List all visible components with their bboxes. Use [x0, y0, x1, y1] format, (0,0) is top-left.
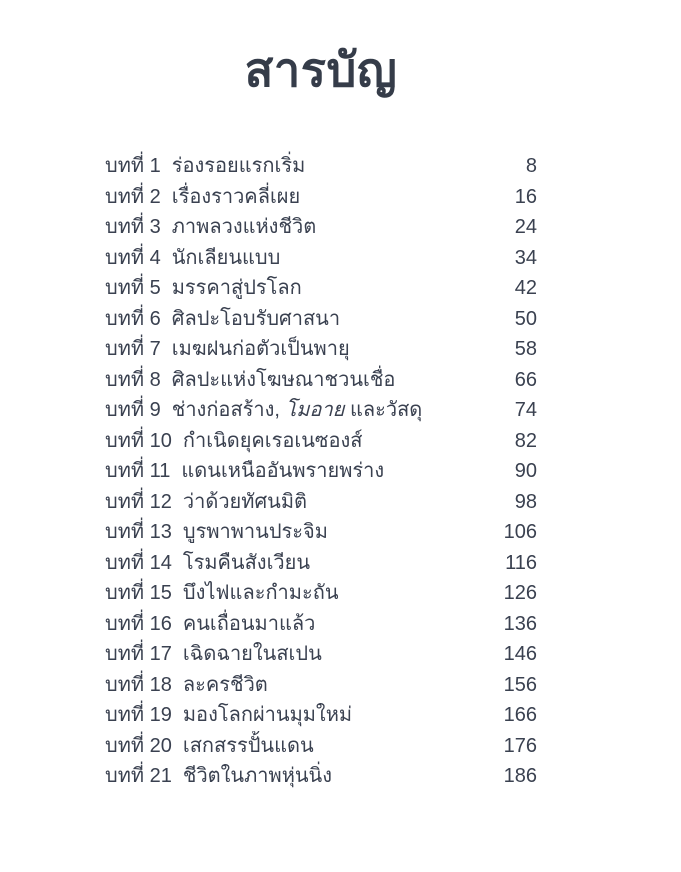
chapter-label: บทที่ 15	[105, 582, 172, 604]
page-number: 74	[514, 399, 537, 421]
chapter-label: บทที่ 14	[105, 551, 172, 574]
italic-chapter-term: โมอาย	[285, 399, 345, 421]
page-number: 156	[503, 673, 537, 696]
page-number: 176	[503, 734, 537, 757]
chapter-title: โรมคืนสังเวียน	[182, 551, 311, 574]
chapter-title: บูรพาพานประจิม	[182, 521, 328, 543]
page-number: 24	[514, 216, 537, 238]
chapter-title: คนเถื่อนมาแล้ว	[182, 612, 316, 635]
page-number: 166	[503, 704, 537, 726]
chapter-title: กำเนิดยุคเรอเนซองส์	[182, 429, 363, 452]
chapter-label: บทที่ 1	[105, 155, 161, 177]
page-number: 136	[503, 612, 537, 635]
chapter-label: บทที่ 8	[105, 368, 161, 391]
page-number: 58	[514, 338, 537, 360]
chapter-title: ช่างก่อสร้าง, โมอาย และวัสดุ	[171, 399, 423, 421]
chapter-label: บทที่ 4	[105, 246, 161, 269]
chapter-label: บทที่ 9	[105, 399, 161, 421]
toc-list	[105, 151, 537, 792]
toc-entry	[105, 761, 537, 792]
page-number: 98	[514, 490, 537, 513]
toc-entry	[105, 395, 537, 426]
chapter-label: บทที่ 5	[105, 277, 161, 299]
chapter-label: บทที่ 19	[105, 704, 172, 726]
toc-entry	[105, 334, 537, 365]
chapter-title: เสกสรรปั้นแดน	[182, 734, 314, 757]
chapter-title: มรรคาสู่ปรโลก	[171, 277, 302, 299]
chapter-title: ศิลปะโอบรับศาสนา	[171, 307, 341, 330]
page-number: 126	[503, 582, 537, 604]
page-number: 116	[505, 551, 537, 574]
page-number: 146	[503, 643, 537, 665]
toc-entry	[105, 487, 537, 518]
chapter-title: ศิลปะแห่งโฆษณาชวนเชื่อ	[171, 368, 396, 391]
toc-entry	[105, 456, 537, 487]
toc-entry	[105, 273, 537, 304]
chapter-title: บึงไฟและกำมะถัน	[182, 582, 339, 604]
chapter-title: นักเลียนแบบ	[171, 246, 281, 269]
chapter-label: บทที่ 13	[105, 521, 172, 543]
chapter-label: บทที่ 17	[105, 643, 172, 665]
chapter-label: บทที่ 21	[105, 765, 172, 787]
chapter-label: บทที่ 18	[105, 673, 172, 696]
page-number: 50	[514, 307, 537, 330]
chapter-title: มองโลกผ่านมุมใหม่	[182, 704, 353, 726]
page-number: 42	[514, 277, 537, 299]
toc-entry	[105, 700, 537, 731]
chapter-label: บทที่ 3	[105, 216, 161, 238]
toc-entry	[105, 212, 537, 243]
chapter-label: บทที่ 6	[105, 307, 161, 330]
toc-entry	[105, 517, 537, 548]
chapter-title: ภาพลวงแห่งชีวิต	[171, 216, 317, 238]
chapter-label: บทที่ 16	[105, 612, 172, 635]
toc-entry	[105, 426, 537, 457]
chapter-title: เรื่องราวคลี่เผย	[171, 185, 301, 208]
chapter-label: บทที่ 11	[105, 460, 171, 482]
chapter-title: ชีวิตในภาพหุ่นนิ่ง	[182, 765, 332, 787]
chapter-title: ร่องรอยแรกเริ่ม	[171, 155, 306, 177]
chapter-title: แดนเหนืออันพรายพร่าง	[181, 460, 385, 482]
toc-entry	[105, 609, 537, 640]
page-number: 106	[503, 521, 537, 543]
page-number: 8	[525, 155, 537, 177]
chapter-label: บทที่ 12	[105, 490, 172, 513]
page-title: สารบัญ	[244, 43, 398, 96]
page-number: 186	[503, 765, 537, 787]
page-number: 90	[514, 460, 537, 482]
toc-entry	[105, 639, 537, 670]
page-number: 82	[514, 429, 537, 452]
toc-entry	[105, 151, 537, 182]
chapter-label: บทที่ 7	[105, 338, 161, 360]
chapter-label: บทที่ 20	[105, 734, 172, 757]
chapter-label: บทที่ 2	[105, 185, 161, 208]
toc-entry	[105, 670, 537, 701]
toc-entry	[105, 578, 537, 609]
page-number: 34	[514, 246, 537, 269]
toc-entry	[105, 365, 537, 396]
toc-entry	[105, 548, 537, 579]
chapter-title: เฉิดฉายในสเปน	[182, 643, 322, 665]
chapter-title: ละครชีวิต	[182, 673, 268, 696]
page-number: 16	[514, 185, 537, 208]
chapter-title: เมฆฝนก่อตัวเป็นพายุ	[171, 338, 350, 360]
toc-entry	[105, 182, 537, 213]
toc-entry	[105, 731, 537, 762]
toc-entry	[105, 304, 537, 335]
toc-entry	[105, 243, 537, 274]
chapter-title: ว่าด้วยทัศนมิติ	[182, 490, 307, 513]
page-number: 66	[514, 368, 537, 391]
chapter-label: บทที่ 10	[105, 429, 172, 452]
